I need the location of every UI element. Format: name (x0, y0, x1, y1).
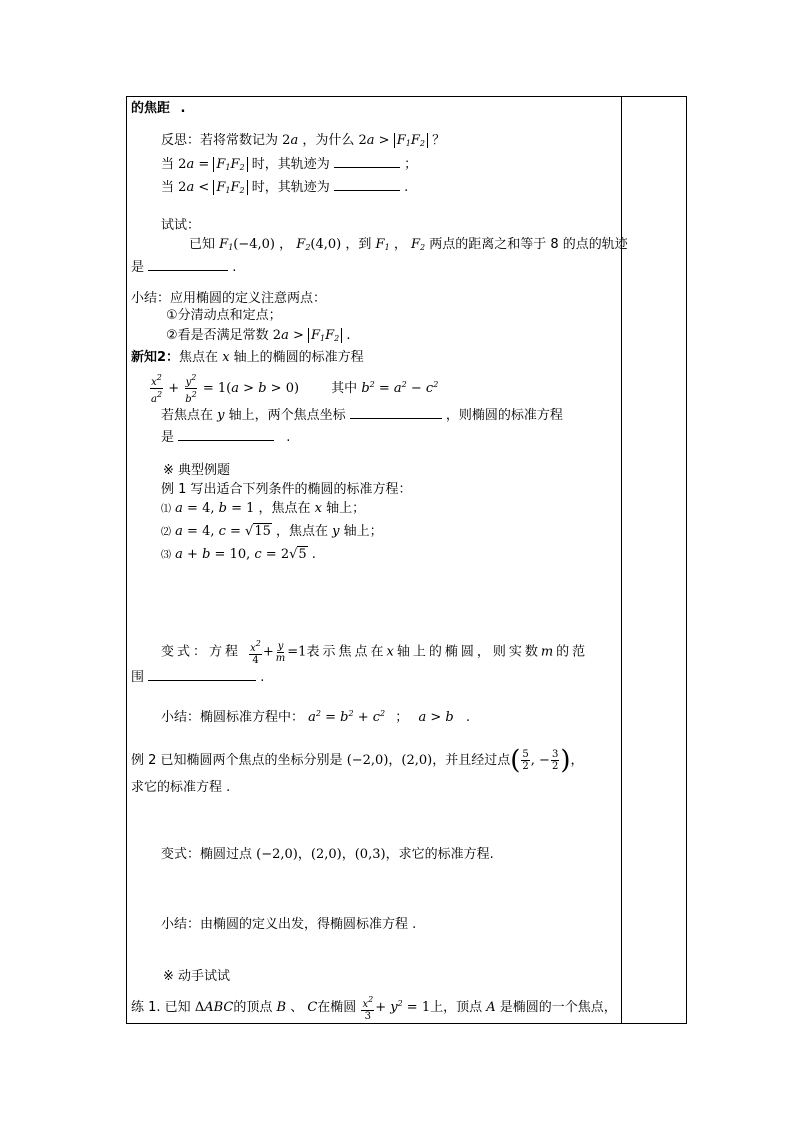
case-less-prefix: 当 (161, 180, 175, 195)
variant-text2: 轴上的椭圆，则实数 (396, 644, 541, 660)
example-2-end: ， (570, 753, 584, 768)
new-knowledge-2-heading: 新知2：焦点在 x 轴上的椭圆的标准方程 (131, 350, 364, 365)
reflection-text: 反思：若将常数记为 (161, 133, 279, 148)
example-2-prompt: 例 2 已知椭圆两个焦点的坐标分别是 (−2,0)，(2,0)，并且经过点( $\frac{5}{2}$ , − $\frac{3}{2}$ )， (131, 745, 584, 776)
example-2-text: 例 2 已知椭圆两个焦点的坐标分别是 (131, 753, 343, 768)
exercise-1-sep: 、 (290, 1000, 304, 1015)
case-equal-prefix: 当 (161, 157, 175, 172)
reflection-case-equal: 当 $2a = F_1F_2$ 时，其轨迹为 ； (161, 157, 418, 172)
try-answer-end: . (232, 260, 237, 275)
exercise-1-text2: 在椭圆 (317, 1000, 357, 1015)
y-axis-prefix: 若焦点在 (161, 408, 214, 423)
case-less-end: . (404, 180, 409, 195)
reflection-question: 反思：若将常数记为 2a ，为什么 $2a > F_1F_2$ ？ (161, 133, 446, 148)
intro-line (131, 100, 186, 118)
reflection-case-less: 当 $2a < F_1F_2$ 时，其轨迹为 . (161, 180, 409, 195)
y-axis-answer-line (161, 428, 290, 447)
example-1-part-1: ⑴ a = 4, b = 1 ，焦点在 x 轴上； (161, 501, 366, 516)
variant-2-question: 变式：椭圆过点 (−2,0)，(2,0)，(0,3)，求它的标准方程. (161, 847, 494, 862)
y-axis-question: 若焦点在 y 轴上，两个焦点坐标 ，则椭圆的标准方程 (161, 408, 563, 423)
try-answer-prefix: 是 (131, 260, 145, 275)
summary-standard-end: . (465, 710, 470, 725)
variant-answer-prefix: 围 (131, 670, 145, 685)
summary-point-1: ①分清动点和定点； (166, 308, 282, 323)
case-less-blank (334, 178, 400, 191)
summary-standard-text: 小结：椭圆标准方程中： (161, 710, 305, 725)
example-2-text2: ，并且经过点 (432, 753, 511, 768)
summary-definition: 小结：由椭圆的定义出发，得椭圆标准方程 . (161, 917, 417, 932)
variant-question: 变式：方程 $\frac{x^2}{4}$ + $\frac{y}{m}$ =1表示焦点在x轴上的椭圆，则实数m的范 (161, 639, 589, 666)
variant-2-end: ，求它的标准方程. (385, 847, 494, 862)
exercise-1-text1: 的顶点 (233, 1000, 273, 1015)
variant-text3: 的范 (556, 644, 589, 660)
variant-2-prefix: 变式：椭圆过点 (161, 847, 253, 862)
case-equal-blank (334, 155, 400, 168)
variant-prefix: 变式：方程 (161, 644, 242, 660)
y-axis-equation-blank (178, 428, 274, 441)
summary-point-2: ②看是否满足常数 $2a > F_1F_2$ . (166, 328, 351, 343)
try-answer-blank (148, 258, 228, 271)
try-comma1: ， (279, 237, 293, 252)
variant-2-comma1: ， (297, 847, 311, 862)
y-axis-text: 轴上，两个焦点坐标 (228, 408, 346, 423)
case-equal-text: 时，其轨迹为 (251, 157, 330, 172)
typical-examples-heading: ※ 典型例题 (163, 463, 231, 478)
new-knowledge-2-text1: 焦点在 (179, 350, 219, 365)
example-2-prompt-continued: 求它的标准方程 . (131, 780, 231, 795)
summary-heading: 小结：应用椭圆的定义注意两点： (131, 291, 327, 306)
part-1-end: 轴上； (326, 501, 366, 516)
part-3-end: . (311, 547, 316, 562)
part-2-end: 轴上； (343, 524, 383, 539)
reflection-why: ，为什么 (302, 133, 355, 148)
summary-standard-sep: ； (395, 710, 409, 725)
example-1-prompt: 例 1 写出适合下列条件的椭圆的标准方程： (161, 482, 412, 497)
part-1-text: ，焦点在 (258, 501, 311, 516)
exercise-1-prefix: 练 1. 已知 (131, 1000, 191, 1015)
variant-text1: 表示焦点在 (306, 644, 387, 660)
variant-answer-blank (148, 668, 256, 681)
y-axis-answer-end: . (286, 430, 291, 445)
variant-answer-line (131, 668, 264, 687)
part-2-text: ，焦点在 (276, 524, 329, 539)
try-comma2: ， (393, 237, 407, 252)
intro-text: 的焦距 (131, 101, 171, 116)
try-answer-line (131, 258, 236, 277)
example-1-part-3: ⑶ a + b = 10, c = 2√5 . (161, 547, 316, 562)
try-question: 已知 $F_1(-4,0)$ ， $F_2(4,0)$ ，到 $F_1$ ， $F_2$ 两点的距离之和等于 8 的点的轨迹 (189, 237, 628, 252)
summary-point-2-end: . (346, 328, 351, 343)
summary-point-2-text: ②看是否满足常数 (166, 328, 269, 343)
try-to: ，到 (345, 237, 372, 252)
exercise-1-text3: 上，顶点 (430, 1000, 483, 1015)
variant-2-comma2: ， (341, 847, 355, 862)
try-prefix: 已知 (189, 237, 216, 252)
part-3-number: ⑶ (161, 550, 171, 561)
standard-equation-x: $\frac{x^2}{a^2}$ + $\frac{y^2}{b^2}$ = 1(a > b > 0) 其中 $b^2 = a^2 - c^2$ (151, 373, 439, 405)
part-1-number: ⑴ (161, 504, 171, 515)
case-less-text: 时，其轨迹为 (251, 180, 330, 195)
summary-standard-equation: 小结：椭圆标准方程中： $a^2 = b^2 + c^2$ ； a > b . (161, 709, 470, 725)
part-2-number: ⑵ (161, 527, 171, 538)
intro-period: . (180, 101, 186, 116)
case-equal-end: ； (404, 157, 418, 172)
exercise-1-text4: 是椭圆的一个焦点， (499, 1000, 617, 1015)
y-axis-answer-prefix: 是 (161, 430, 175, 445)
hands-on-heading: ※ 动手试试 (163, 969, 231, 984)
try-heading: 试试： (161, 218, 201, 233)
y-axis-foci-blank (350, 406, 442, 419)
y-axis-text2: ，则椭圆的标准方程 (445, 408, 563, 423)
try-text: 两点的距离之和等于 8 的点的轨迹 (429, 237, 628, 252)
example-2-comma: ， (388, 753, 402, 768)
new-knowledge-2-text2: 轴上的椭圆的标准方程 (233, 350, 364, 365)
exercise-1: 练 1. 已知 ΔABC的顶点 B 、 C在椭圆 $\frac{x^2}{3}$ + $y^2 = 1$上，顶点 A 是椭圆的一个焦点， (131, 994, 617, 1022)
equation-where: 其中 (331, 381, 358, 396)
new-knowledge-2-label: 新知2： (131, 350, 180, 365)
reflection-qmark: ？ (432, 133, 446, 148)
variant-answer-end: . (260, 670, 265, 685)
example-1-part-2: ⑵ a = 4, c = √15 ，焦点在 y 轴上； (161, 524, 383, 539)
